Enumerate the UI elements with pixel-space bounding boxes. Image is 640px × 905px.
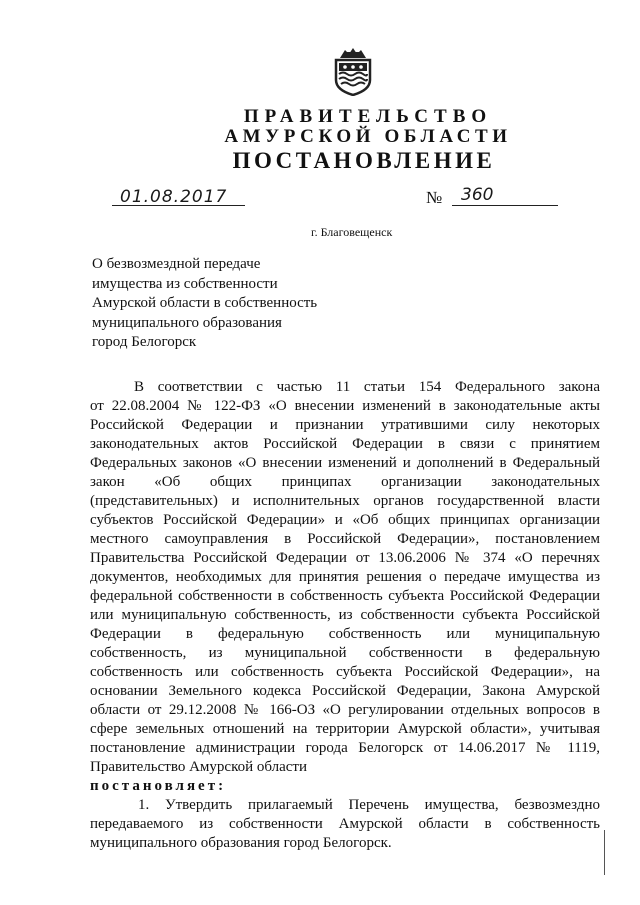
- body-line: от 22.08.2004 № 122-ФЗ «О внесении изменений в законодательные акты: [90, 398, 600, 414]
- date-underline: [112, 205, 245, 206]
- body-line: законодательных актов Российской Федерации в связи с принятием: [90, 436, 600, 452]
- scan-margin-mark: [604, 830, 605, 875]
- subject-line: имущества из собственности: [92, 275, 278, 292]
- body-line: Российской Федерации и признании утратившими силу некоторых: [90, 417, 600, 433]
- resolves-heading: постановляет:: [90, 778, 227, 794]
- body-line: основании Земельного кодекса Российской Федерации, Закона Амурской: [90, 683, 600, 699]
- body-line: сфере земельных отношений на территории Амурской области», учитывая: [90, 721, 600, 737]
- body-line: документов, необходимых для принятия решения о передаче имущества из: [90, 569, 600, 585]
- body-line: собственность или собственность субъекта Российской Федерации», на: [90, 664, 600, 680]
- subject-line: город Белогорск: [92, 334, 197, 350]
- body-line: В соответствии с частью 11 статьи 154 Федерального закона: [134, 379, 600, 395]
- item-1-line: муниципального образования город Белогорск.: [90, 835, 392, 851]
- body-line: или муниципальную собственность, из собственности субъекта Российской: [90, 607, 600, 623]
- body-line: местного самоуправления в Российской Федерации», постановлением: [90, 531, 600, 547]
- body-line: федеральной собственности в собственность субъекта Российской Федерации: [90, 588, 600, 604]
- document-subject: [92, 255, 317, 353]
- number-underline: [452, 205, 558, 206]
- subject-line: О безвозмездной передаче: [92, 256, 261, 272]
- city-name: г. Благовещенск: [311, 225, 393, 239]
- subject-line: Амурской области в собственность: [92, 295, 318, 311]
- body-line: закон «Об общих принципах организации законодательных: [90, 474, 600, 490]
- number-sign: №: [426, 188, 443, 207]
- document-number: 360: [461, 185, 494, 205]
- body-line: области от 29.12.2008 № 166-ОЗ «О регулировании отдельных вопросов в: [90, 702, 600, 718]
- body-line: постановление администрации города Белогорск от 14.06.2017 № 1119,: [90, 740, 600, 756]
- body-line: собственность, из муниципальной собственности в федеральную: [90, 645, 600, 661]
- subject-line: муниципального образования: [92, 314, 282, 331]
- item-1-line: 1. Утвердить прилагаемый Перечень имущества, безвозмездно: [138, 797, 600, 813]
- document-date: 01.08.2017: [120, 187, 228, 207]
- amur-region-coat-of-arms-icon: [331, 44, 375, 96]
- org-name-line-2: АМУРСКОЙ ОБЛАСТИ: [224, 126, 512, 147]
- document-type-title: ПОСТАНОВЛЕНИЕ: [232, 148, 496, 173]
- body-line: (представительных) и исполнительных органов государственной власти: [90, 493, 600, 509]
- body-line: субъектов Российской Федерации» и «Об общих принципах организации: [90, 512, 600, 528]
- body-line: Федеральных законов «О внесении изменений и дополнений в Федеральный: [90, 455, 600, 471]
- org-name-line-1: ПРАВИТЕЛЬСТВО: [243, 106, 493, 127]
- document-body: [90, 378, 600, 853]
- body-line: Федерации в федеральную собственность или муниципальную: [90, 626, 600, 642]
- body-line: Правительство Амурской области: [90, 759, 308, 775]
- body-line: Правительства Российской Федерации от 13.06.2006 № 374 «О перечнях: [90, 550, 600, 566]
- item-1-line: передаваемого из собственности Амурской области в собственность: [90, 816, 600, 832]
